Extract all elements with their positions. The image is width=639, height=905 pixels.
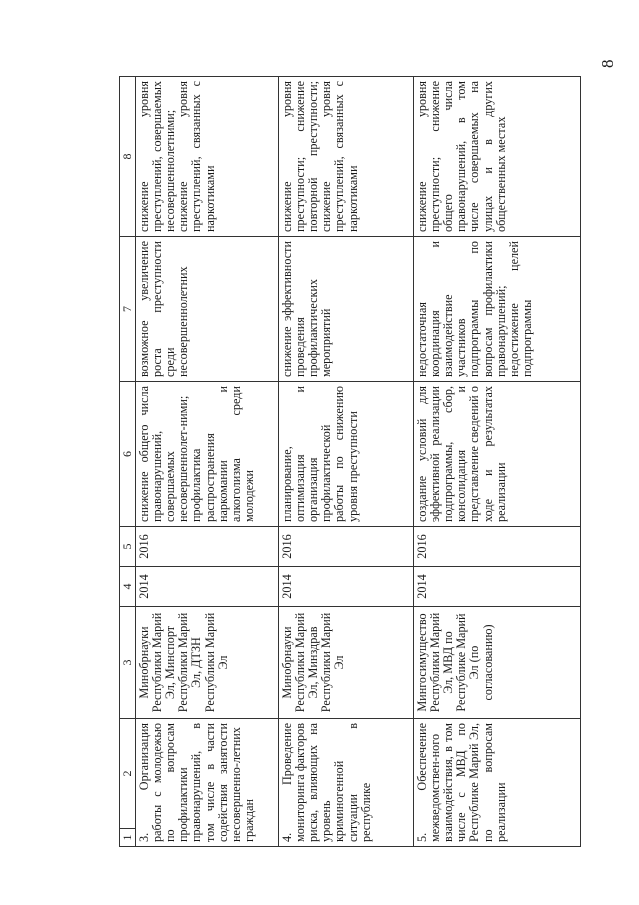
header-cell: 1	[120, 829, 136, 847]
consequences-cell: снижение эффективности проведения профилактических мероприятий	[279, 237, 414, 382]
header-cell: 3	[120, 607, 136, 719]
result-cell: снижение общего числа правонарушений, совершаемых несовершеннолет-ними; профилактика распространения наркомании и алкоголизма среди молодежи	[136, 382, 279, 527]
header-cell: 4	[120, 567, 136, 607]
start-year-cell: 2014	[136, 567, 279, 607]
measure-cell: 4. Проведение мониторинга факторов риска, влияющих на уровень криминогенной ситуации в республике	[279, 719, 414, 847]
start-year-cell: 2014	[279, 567, 414, 607]
measure-cell: 5. Обеспечение межведомствен-ного взаимодействия, в том числе с МВД по Республике Марий Эл, по вопросам реализации	[414, 719, 581, 847]
indicators-cell: снижение уровня преступности; снижение общего числа правонарушений, в том числе совершаемых на улицах и в других общественных местах	[414, 77, 581, 237]
table-row	[279, 77, 414, 847]
end-year-cell: 2016	[279, 527, 414, 567]
header-row	[120, 77, 136, 847]
result-cell: создание условий для эффективной реализации подпрограммы, сбор, консолидация и представление сведений о ходе и результатах реализации	[414, 382, 581, 527]
consequences-cell: возможное увеличение роста преступности среди несовершеннолетних	[136, 237, 279, 382]
executor-cell: Минобрнауки Республики Марий Эл, Минспорт Республики Марий Эл, ДТЗН Республики Марий Эл	[136, 607, 279, 719]
measure-cell: 3. Организация работы с молодежью по вопросам профилактики правонарушений, в том числе в части содействия занятости несовершенно-летних граждан	[136, 719, 279, 847]
indicators-cell: снижение уровня преступности; снижение повторной преступности; снижение уровня преступлений, связанных с наркотиками	[279, 77, 414, 237]
consequences-cell: недостаточная координация и взаимодействие участников подпрограммы по вопросам профилактики правонарушений; недостижение целей подпрограммы	[414, 237, 581, 382]
result-cell: планирование, оптимизация и организация профилактической работы по снижению уровня преступности	[279, 382, 414, 527]
end-year-cell: 2016	[414, 527, 581, 567]
header-cell: 2	[120, 719, 136, 829]
header-cell: 6	[120, 382, 136, 527]
table-row	[414, 77, 581, 847]
rotated-table-container	[119, 77, 589, 847]
indicators-cell: снижение уровня преступлений, совершаемых несовершеннолетними; снижение уровня преступлений, связанных с наркотиками	[136, 77, 279, 237]
header-cell: 8	[120, 77, 136, 237]
measures-table	[119, 76, 581, 847]
end-year-cell: 2016	[136, 527, 279, 567]
header-cell: 5	[120, 527, 136, 567]
header-cell: 7	[120, 237, 136, 382]
page-number: 8	[598, 59, 617, 68]
executor-cell: Минобрнауки Республики Марий Эл, Минздрав Республики Марий Эл	[279, 607, 414, 719]
start-year-cell: 2014	[414, 567, 581, 607]
table-row	[136, 77, 279, 847]
executor-cell: Мингосимущество Республики Марий Эл, МВД по Республике Марий Эл (по согласованию)	[414, 607, 581, 719]
